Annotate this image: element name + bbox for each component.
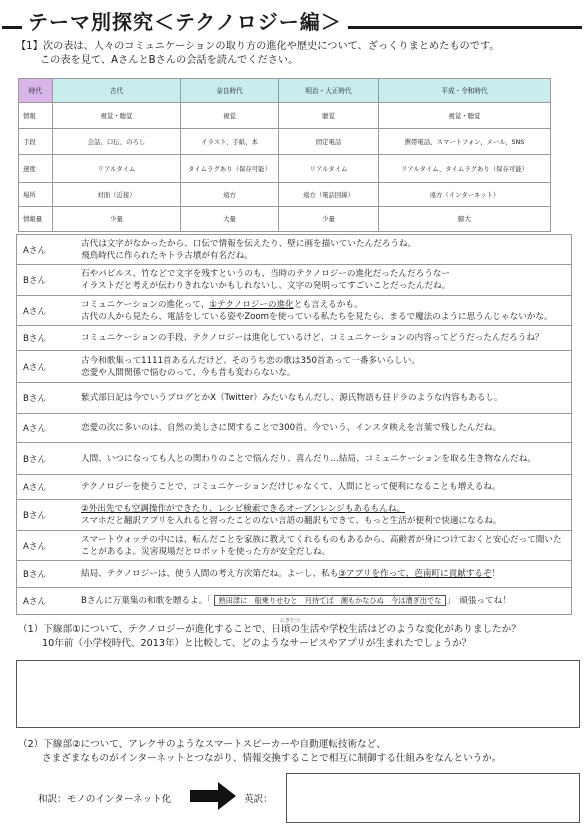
table-cell: タイムラグあり（保存可能）	[181, 155, 279, 183]
dialog-text	[81, 265, 450, 295]
table-cell: 固定電話	[279, 129, 379, 155]
underline-2: ②外出先でも空調操作ができたり、レシピ検索できるオーブンレンジもあるもんね。	[81, 504, 406, 514]
speaker: Aさん	[23, 245, 47, 256]
underline-1: ①テクノロジーの進化	[209, 299, 294, 310]
table-cell: 遠方（電話回線）	[279, 183, 379, 207]
underline-3: ③アプリを作って、芭南町に貢献するぞ	[338, 569, 492, 579]
dialog-text	[81, 475, 501, 499]
dialog-text	[81, 383, 503, 413]
speaker: Aさん	[23, 541, 47, 552]
era-header: 古代	[53, 79, 181, 103]
dialog-row	[16, 326, 572, 351]
dialog-line: 古代は文字がなかったから、口伝で情報を伝えたり、壁に画を描いていたんだろうね。	[81, 238, 417, 249]
table-row	[19, 129, 551, 155]
dialog-line: コミュニケーションの進化って、①テクノロジーの進化とも言えるかも。	[81, 299, 363, 310]
dialog-text	[81, 531, 562, 560]
dialog-line: 結局、テクノロジーは、使う人間の考え方次第だね。よーし、私も③アプリを作って、芭南町に貢献するぞ！	[81, 569, 501, 579]
dialog-table	[16, 234, 572, 614]
dialog-line: スマホだと翻訳アプリを入れると習ったことのない言語の翻訳もできて、もっと生活が便利で快適になるね。	[81, 516, 502, 526]
table-cell: 聴覚	[279, 103, 379, 129]
intro-line-2: この表を見て、AさんとBさんの会話を読んでください。	[40, 55, 299, 66]
table-cell: 会話、口伝、のろし	[53, 129, 181, 155]
row-label: 情報量	[19, 207, 53, 232]
speaker: Bさん	[23, 454, 47, 465]
row-label: 手段	[19, 129, 53, 155]
dialog-row	[16, 475, 572, 500]
dialog-text	[81, 588, 511, 614]
table-cell: 対面（近接）	[53, 183, 181, 207]
dialog-line: テクノロジーを使うことで、コミュニケーションだけじゃなくて、人間にとって便利になることも増えるね。	[81, 482, 501, 492]
era-header: 平成・令和時代	[379, 79, 551, 103]
dialog-text	[81, 443, 536, 474]
dialog-text	[81, 351, 420, 382]
dialog-line: ことがあるよ。災害現場だとロボットを使った方が安全だしね。	[81, 546, 331, 557]
speaker: Aさん	[23, 597, 47, 607]
dialog-line: Bさんに万葉集の和歌を贈るよ。「 熟田津に 船乗りせむと 月待てば 潮もかなひぬ 今は漕ぎ出でな 」 頑張ってね！	[81, 596, 511, 606]
dialog-text	[81, 500, 501, 530]
table-row	[19, 155, 551, 183]
table-cell: 遠方（インターネット）	[379, 183, 551, 207]
dialog-text	[81, 414, 501, 442]
japanese-translation-label: 和訳：モノのインターネット化	[38, 794, 172, 805]
dialog-row	[16, 561, 572, 588]
era-header: 明治・大正時代	[279, 79, 379, 103]
table-cell: 少量	[279, 207, 379, 232]
table-cell: リアルタイム、タイムラグあり（保存可能）	[379, 155, 551, 183]
dialog-row	[16, 296, 572, 326]
table-row	[19, 183, 551, 207]
question-2-line-2: さまざまなものがインターネットとつながり、情報交換することで相互に制御する仕組みをなんというか。	[42, 753, 502, 764]
answer-box-1[interactable]	[16, 660, 580, 728]
question-2	[18, 738, 501, 766]
speaker: Aさん	[23, 424, 47, 434]
dialog-line: 飛鳥時代に作られたキトラ古墳が有名だね。	[81, 250, 253, 261]
dialog-line: 古代の人から見たら、電話をしている姿やZoomを使っている私たちを見たら、まるで魔法のように思うんじゃないかな。	[81, 311, 553, 322]
question-2-line-1: （2）下線部②について、アレクサのようなスマートスピーカーや自動運転技術など、	[18, 739, 386, 750]
dialog-line: イラストだと考えが伝わりきれないかもしれないし、文字の発明ってすごいことだったんだね。	[81, 281, 451, 291]
intro-text	[16, 40, 576, 68]
row-label: 場所	[19, 183, 53, 207]
right-arrow-icon	[190, 782, 236, 810]
dialog-line: 人間、いつになっても人との関わりのことで悩んだり、喜んだり…結局、コミュニケーションを取る生き物なんだね。	[81, 453, 536, 464]
table-row	[19, 207, 551, 232]
table-cell: 視覚	[181, 103, 279, 129]
table-row	[19, 103, 551, 129]
dialog-line: 古今和歌集って1111首あるんだけど、そのうち恋の歌は350首あって一番多いらしい。	[81, 355, 420, 366]
dialog-line: 恋愛や人間関係で悩むのって、今も昔も変わらないな。	[81, 367, 296, 378]
dialog-text	[81, 561, 500, 587]
table-cell: 膨大	[379, 207, 551, 232]
table-cell: 携帯電話、スマートフォン、メール、SNS	[379, 129, 551, 155]
dialog-text	[81, 235, 416, 264]
dialog-row	[16, 383, 572, 414]
english-translation-label: 英訳：	[244, 794, 273, 805]
table-cell: 少量	[53, 207, 181, 232]
dialog-row	[16, 235, 572, 265]
question-1-line-1: （1）下線部①について、テクノロジーが進化することで、日頃の生活や学校生活はどのような変化がありましたか？	[18, 624, 521, 635]
row-label: 情報	[19, 103, 53, 129]
era-header: 奈良時代	[181, 79, 279, 103]
page-title: テーマ別探究＜テクノロジー編＞	[22, 6, 348, 35]
dialog-row	[16, 531, 572, 561]
dialog-row	[16, 351, 572, 383]
speaker: Bさん	[23, 276, 47, 286]
dialog-row	[16, 265, 572, 296]
dialog-row	[16, 443, 572, 475]
dialog-text	[81, 326, 544, 350]
intro-line-1: 【1】次の表は、人々のコミュニケーションの取り方の進化や歴史について、ざっくりまとめたものです。	[16, 41, 500, 52]
speaker: Aさん	[23, 483, 47, 493]
table-cell: 視覚・聴覚	[53, 103, 181, 129]
dialog-line: コミュニケーションの手段、テクノロジーは進化しているけど、コミュニケーションの内容ってどうだったんだろうね？	[81, 333, 544, 343]
dialog-row	[16, 500, 572, 531]
row-label: 速度	[19, 155, 53, 183]
answer-box-2[interactable]	[286, 773, 580, 823]
table-cell: リアルタイム	[279, 155, 379, 183]
waka-poem: 熟田津に 船乗りせむと 月待てば 潮もかなひぬ 今は漕ぎ出でな	[214, 595, 447, 606]
speaker: Aさん	[23, 362, 47, 373]
speaker: Bさん	[23, 394, 47, 404]
table-cell: イラスト、手紙、本	[181, 129, 279, 155]
speaker: Bさん	[23, 334, 47, 344]
speaker: Bさん	[23, 570, 47, 580]
table-cell: リアルタイム	[53, 155, 181, 183]
table-cell: 遠方	[181, 183, 279, 207]
dialog-row	[16, 588, 572, 615]
question-1	[18, 623, 521, 651]
table-cell: 大量	[181, 207, 279, 232]
table-cell: 視覚・聴覚	[379, 103, 551, 129]
dialog-line: 紫式部日記は今でいうブログとかX（Twitter）みたいなもんだし、源氏物語も昼ドラのような内容もあるし。	[81, 393, 503, 403]
furigana: にぎたつ	[280, 618, 301, 624]
speaker: Aさん	[23, 306, 47, 317]
history-table	[18, 78, 551, 232]
dialog-line: スマートウォッチの中には、転んだことを家族に教えてくれるものもあるから、高齢者が身につけておくと安心だって聞いた	[81, 534, 562, 545]
dialog-row	[16, 414, 572, 443]
title-bar	[0, 4, 586, 38]
dialog-text	[81, 296, 553, 325]
dialog-line: 石やパピルス、竹などで文字を残すというのも、当時のテクノロジーの進化だったんだろうなー	[81, 269, 451, 279]
dialog-line: 恋愛の次に多いのは、自然の美しさに関することで300首。今でいう、インスタ映えを言葉で残したんだね。	[81, 423, 502, 433]
question-1-line-2: 10年前（小学校時代、2013年）と比較して、どのようなサービスやアプリが生まれたでしょうか？	[42, 638, 472, 649]
speaker: Bさん	[23, 511, 47, 521]
table-header-row	[19, 79, 551, 103]
table-corner: 時代	[19, 79, 53, 103]
